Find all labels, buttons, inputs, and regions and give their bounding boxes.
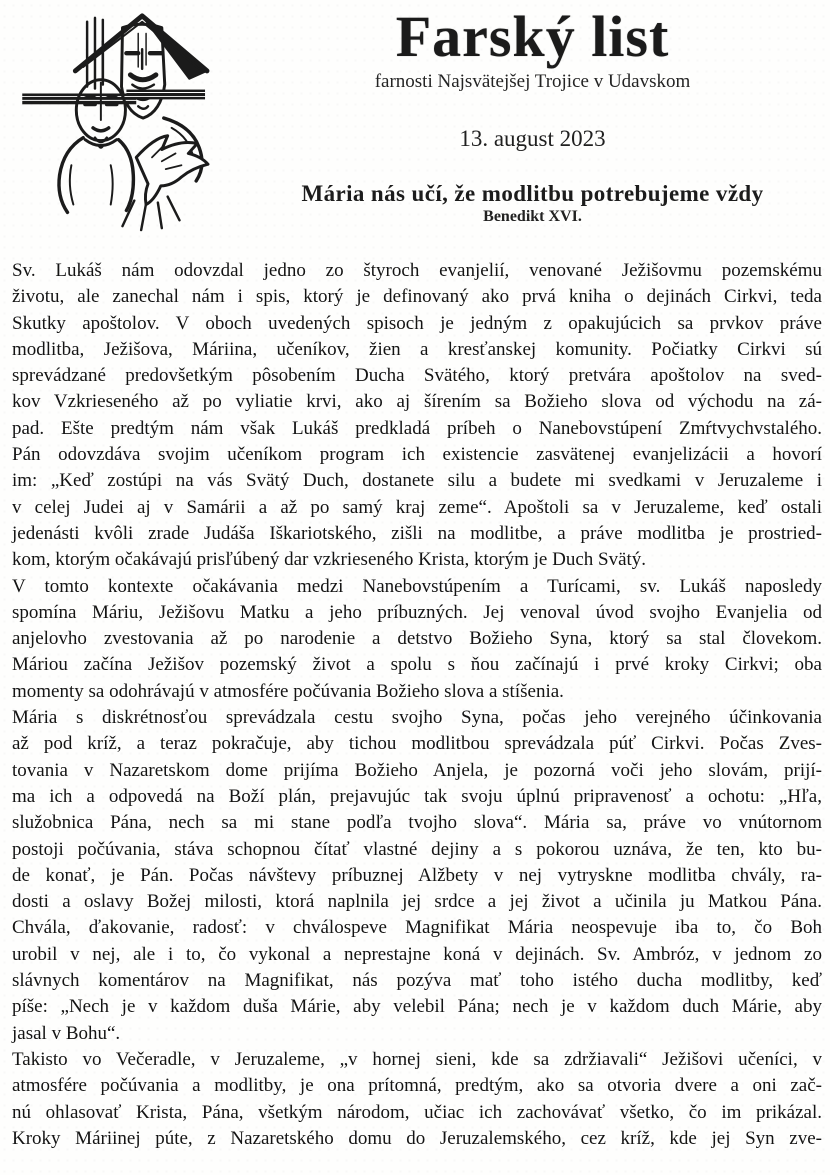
text-line: Mária s diskrétnosťou sprevádzala cestu svojho Syna, počas jeho verejného účinkovania: [12, 707, 822, 729]
text-line: anjelovho zvestovania až po narodenie a detstvo Božieho Syna, ktorý sa stal človekom.: [12, 628, 822, 650]
text-line: kom, ktorým očakávajú prisľúbený dar vzkrieseného Krista, ktorým je Duch Svätý.: [12, 549, 647, 571]
text-line: sprevádzané predovšetkým pôsobením Ducha Svätého, ktorý pretvára apoštolov na sved-: [12, 365, 822, 387]
text-line: de konať, je Pán. Počas návštevy príbuznej Alžbety v nej vytryskne modlitba chvály, ra-: [12, 864, 822, 886]
paragraph: [12, 574, 822, 705]
text-line: V tomto kontexte očakávania medzi Nanebovstúpením a Turícami, sv. Lukáš naposledy: [12, 575, 822, 597]
text-line: ma ich a odpovedá na Boží plán, prejavujúc tak svoju úplnú pripravenosť a ochotu: „Hľa,: [12, 785, 822, 807]
text-line: im: „Keď zostúpi na vás Svätý Duch, dostanete silu a budete mi svedkami v Jeruzaleme i: [12, 470, 822, 492]
newsletter-header: [0, 0, 830, 238]
text-line: Pán odovzdáva svojim učeníkom program ich existencie zasvätenej evanjelizácii a hovorí: [12, 444, 822, 466]
text-line: nú ohlasovať Krista, Pána, všetkým národom, učiac ich zachovávať všetko, čo im prikázal.: [12, 1101, 822, 1123]
issue-date: 13. august 2023: [459, 126, 606, 151]
text-line: dosti a oslavy Božej milosti, ktorá naplnila jej srdce a jej život a učinila ju Matkou Pána.: [12, 891, 822, 913]
newsletter-title: Farský list: [395, 4, 670, 69]
text-line: životu, ale zanechal nám i spis, ktorý je definovaný ako prvá kniha o dejinách Cirkvi, teda: [12, 286, 822, 308]
paragraph: [12, 258, 822, 574]
text-line: momenty sa odohrávajú v atmosfére počúvania Božieho slova a stíšenia.: [12, 680, 564, 702]
text-line: urobil v nej, ale i to, čo vykonal a neprestajne koná v dejinách. Sv. Ambróz, v jednom zo: [12, 943, 822, 965]
text-line: Kroky Máriinej púte, z Nazaretského domu do Jeruzalemského, cez kríž, kde jej Syn zve-: [12, 1127, 822, 1149]
paragraph: [12, 705, 822, 1047]
holy-trinity-logo: [0, 0, 235, 234]
text-line: jedenásti kvôli zrade Judáša Iškariotského, zišli na modlitbe, a práve modlitba je prostried-: [12, 522, 822, 544]
text-line: v celej Judei aj v Samárii a až po samý kraj zeme“. Apoštoli sa v Jeruzaleme, keď ostali: [12, 496, 822, 518]
text-line: Chvála, ďakovanie, radosť: v chválospeve Magnifikat Mária neospevuje iba to, čo Boh: [12, 917, 822, 939]
text-line: spomína Máriu, Ježišovu Matku a jeho príbuzných. Jej venoval úvod svojho Evanjelia od: [12, 601, 822, 623]
text-line: kov Vzkrieseného až po vyliatie krvi, ako aj šírením sa Božieho slova od východu na zá-: [12, 391, 822, 413]
text-line: slávnych komentárov na Magnifikat, nás pozýva mať toho istého ducha modlitby, keď: [12, 970, 822, 992]
paragraph: [12, 1047, 822, 1152]
text-line: tovania v Nazaretskom dome prijíma Božieho Anjela, je pozorná voči jeho slovám, prijí-: [12, 759, 822, 781]
text-line: až pod kríž, a teraz pokračuje, aby tichou modlitbou sprevádzala púť Cirkvi. Počas Zves-: [12, 733, 822, 755]
article-heading: Mária nás učí, že modlitbu potrebujeme vždy: [301, 181, 764, 206]
text-line: Máriou začína Ježišov pozemský život a spolu s ňou začínajú i prvé kroky Cirkvi; oba: [12, 654, 822, 676]
text-line: postoji počúvania, stáva schopnou čítať vlastné dejiny a s pokorou uznáva, že ten, kto bu-: [12, 838, 822, 860]
text-line: atmosfére počúvania a modlitby, je ona prítomná, predtým, ako sa otvoria dvere a oni zač-: [12, 1075, 822, 1097]
text-line: jasal v Bohu“.: [12, 1022, 121, 1044]
text-line: Takisto vo Večeradle, v Jeruzaleme, „v hornej sieni, kde sa zdržiavali“ Ježišovi učeníci, v: [12, 1048, 822, 1070]
holy-trinity-icon: [16, 8, 228, 234]
masthead: [235, 0, 830, 226]
article-heading-author: Benedikt XVI.: [483, 208, 582, 225]
newsletter-subtitle: farnosti Najsvätejšej Trojice v Udavskom: [374, 71, 691, 92]
text-line: modlitba, Ježišova, Máriina, učeníkov, žien a kresťanskej komunity. Počiatky Cirkvi sú: [12, 338, 822, 360]
article-body: [0, 258, 830, 1152]
text-line: píše: „Nech je v každom duša Márie, aby velebil Pána; nech je v každom duch Márie, aby: [12, 996, 822, 1018]
text-line: Sv. Lukáš nám odovzdal jedno zo štyroch evanjelií, venované Ježišovmu pozemskému: [12, 260, 822, 281]
text-line: Skutky apoštolov. V oboch uvedených spisoch je jedným z opakujúcich sa prvkov práve: [12, 312, 822, 334]
text-line: pad. Ešte predtým nám však Lukáš predkladá príbeh o Nanebovstúpení Zmŕtvychvstalého.: [12, 417, 822, 439]
text-line: služobnica Pána, nech sa mi stane podľa tvojho slova“. Mária sa, práve vo vnútornom: [12, 812, 822, 834]
